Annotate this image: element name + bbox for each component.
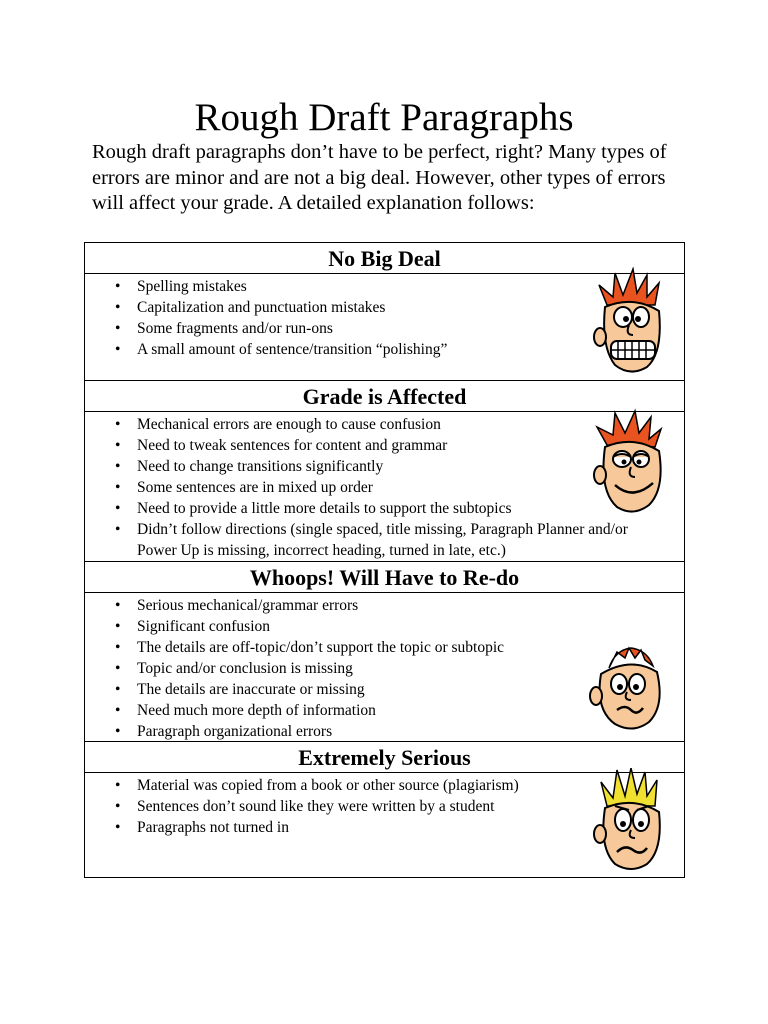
- list-item: • Paragraphs not turned in: [115, 817, 655, 838]
- item-list: [115, 595, 655, 742]
- list-item: • The details are inaccurate or missing: [115, 679, 655, 700]
- list-item: • The details are off-topic/don’t support the topic or subtopic: [115, 637, 655, 658]
- list-item: • Some sentences are in mixed up order: [115, 477, 655, 498]
- list-item: • Capitalization and punctuation mistakes: [115, 297, 655, 318]
- section-no-big-deal: [85, 243, 684, 380]
- grimacing-face-icon: [585, 267, 675, 379]
- list-item: • Need to provide a little more details to support the subtopics: [115, 498, 655, 519]
- item-list: [115, 276, 655, 360]
- list-item: • Sentences don’t sound like they were written by a student: [115, 796, 655, 817]
- list-item: • Didn’t follow directions (single spaced, title missing, Paragraph Planner and/or Power Up is missing, incorrect heading, turned in late, etc.): [115, 519, 655, 561]
- item-list: [115, 414, 655, 561]
- section-heading: Grade is Affected: [85, 381, 684, 412]
- page-title: Rough Draft Paragraphs: [194, 96, 574, 139]
- section-extremely-serious: [85, 742, 684, 877]
- worried-face-icon: [585, 640, 675, 735]
- section-heading: Whoops! Will Have to Re-do: [85, 562, 684, 593]
- list-item: • A small amount of sentence/transition “polishing”: [115, 339, 655, 360]
- list-item: • Spelling mistakes: [115, 276, 655, 297]
- list-item: • Topic and/or conclusion is missing: [115, 658, 655, 679]
- list-item: • Material was copied from a book or other source (plagiarism): [115, 775, 655, 796]
- list-item: • Need to change transitions significantly: [115, 456, 655, 477]
- section-whoops-redo: [85, 562, 684, 741]
- list-item: • Mechanical errors are enough to cause confusion: [115, 414, 655, 435]
- section-grade-is-affected: [85, 381, 684, 561]
- list-item: • Some fragments and/or run-ons: [115, 318, 655, 339]
- list-item: • Paragraph organizational errors: [115, 721, 655, 742]
- list-item: • Need to tweak sentences for content and grammar: [115, 435, 655, 456]
- list-item: • Significant confusion: [115, 616, 655, 637]
- list-item: • Need much more depth of information: [115, 700, 655, 721]
- grading-table: [84, 242, 685, 878]
- item-list: [115, 775, 655, 838]
- section-heading: Extremely Serious: [85, 742, 684, 773]
- shocked-face-icon: [585, 768, 675, 876]
- intro-paragraph: Rough draft paragraphs don’t have to be perfect, right? Many types of errors are minor and are not a big deal. However, other types of errors will affect your grade. A detailed explanation follows:: [92, 141, 667, 214]
- section-heading: No Big Deal: [85, 243, 684, 274]
- dazed-smiling-face-icon: [585, 407, 675, 519]
- list-item: • Serious mechanical/grammar errors: [115, 595, 655, 616]
